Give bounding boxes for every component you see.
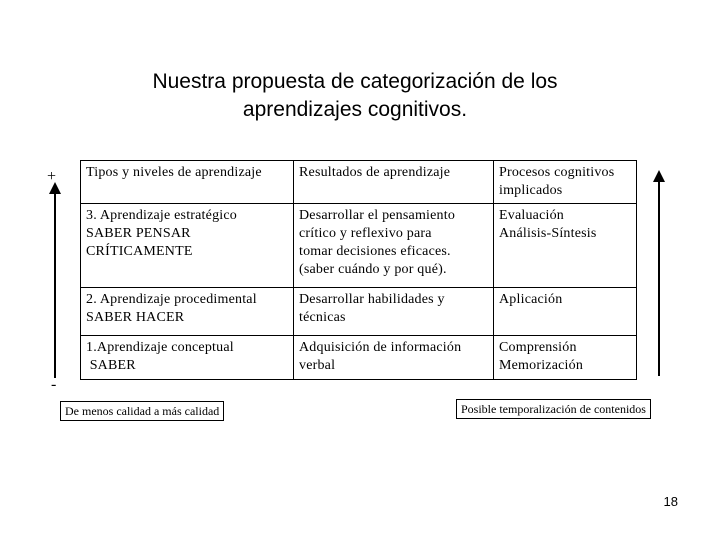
table-row xyxy=(81,288,637,336)
header-types: Tipos y niveles de aprendizaje xyxy=(81,161,294,204)
table-row xyxy=(81,204,637,288)
right-caption-box: Posible temporalización de contenidos xyxy=(456,399,651,419)
table-row xyxy=(81,336,637,380)
left-caption-box: De menos calidad a más calidad xyxy=(60,401,224,421)
row2-result: Desarrollar habilidades y técnicas xyxy=(294,288,494,336)
header-results: Resultados de aprendizaje xyxy=(294,161,494,204)
header-processes: Procesos cognitivos implicados xyxy=(494,161,637,204)
title-line-1: Nuestra propuesta de categorización de los xyxy=(152,70,558,93)
row2-type: 2. Aprendizaje procedimental SABER HACER xyxy=(81,288,294,336)
page-number: 18 xyxy=(663,494,678,509)
learning-categories-table xyxy=(80,160,637,380)
row1-result: Adquisición de información verbal xyxy=(294,336,494,380)
minus-mark: - xyxy=(51,376,57,393)
row1-type: 1.Aprendizaje conceptual SABER xyxy=(81,336,294,380)
title-line-2: aprendizajes cognitivos. xyxy=(242,98,468,121)
row3-type: 3. Aprendizaje estratégico SABER PENSAR CRÍTICAMENTE xyxy=(81,204,294,288)
row1-process: Comprensión Memorización xyxy=(494,336,637,380)
left-up-arrow-icon xyxy=(45,178,65,398)
plus-mark: + xyxy=(47,168,57,185)
table-header-row xyxy=(81,161,637,204)
slide-title xyxy=(0,68,710,124)
row3-process: Evaluación Análisis-Síntesis xyxy=(494,204,637,288)
right-up-arrow-icon xyxy=(649,166,669,386)
row2-process: Aplicación xyxy=(494,288,637,336)
row3-result: Desarrollar el pensamiento crítico y reflexivo para tomar decisiones eficaces. (saber cuándo y por qué). xyxy=(294,204,494,288)
